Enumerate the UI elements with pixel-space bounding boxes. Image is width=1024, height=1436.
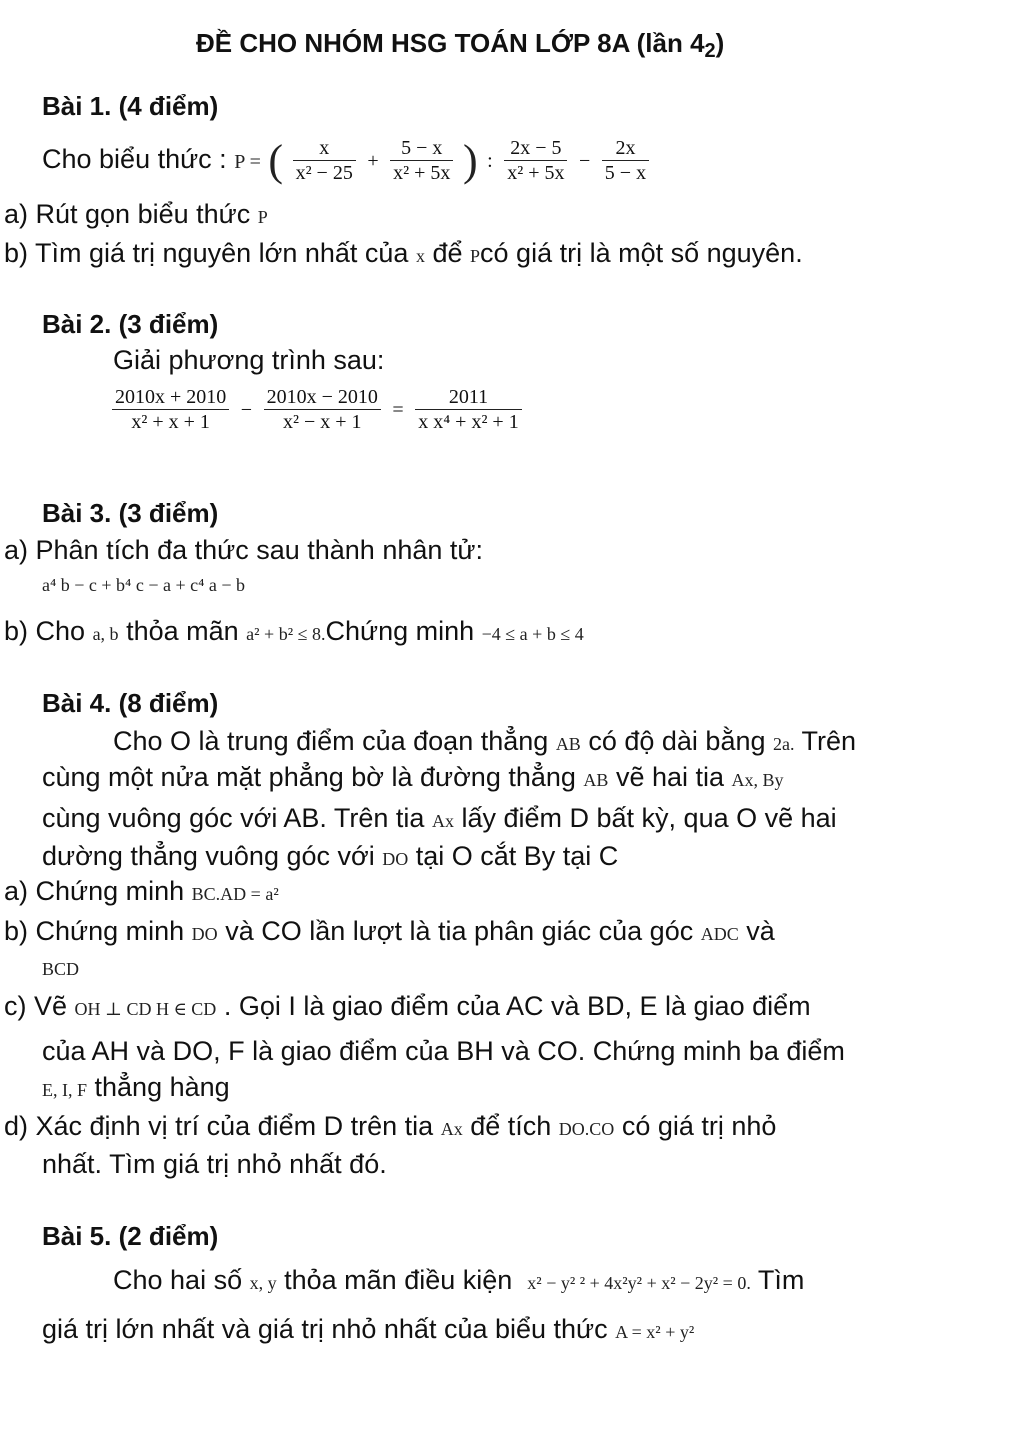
problem-2-heading: Bài 2. (3 điểm): [42, 309, 219, 339]
problem-4-part-b-angle: BCD: [42, 959, 80, 979]
fraction: $\frac{2011}{\text{x x⁴ + x² + 1}}$: [415, 385, 522, 434]
problem-3-heading: Bài 3. (3 điểm): [42, 498, 219, 528]
problem-5-heading: Bài 5. (2 điểm): [42, 1221, 219, 1251]
problem-4-part-c-line-3: E, I, F thẳng hàng: [42, 1072, 230, 1102]
problem-1-part-b: b) Tìm giá trị nguyên lớn nhất của x để Pcó giá trị là một số nguyên.: [4, 238, 803, 268]
fraction: $\frac{2010x + 2010}{\text{x² + x + 1}}$: [112, 385, 229, 434]
problem-3-part-b: b) Cho a, b thỏa mãn a² + b² ≤ 8.Chứng minh −4 ≤ a + b ≤ 4: [4, 616, 584, 646]
problem-1-expression: Cho biểu thức : P = ( $\frac{x}{\text{x² − 25}}$ + $\frac{5 - x}{\text{x² + 5x}}$ ) : $\frac{2x - 5}{\text{x² + 5x}}$ − $\frac{2x}{5 - x}$: [42, 134, 651, 187]
problem-1-heading: Bài 1. (4 điểm): [42, 91, 219, 121]
problem-5-line-1: Cho hai số x, y thỏa mãn điều kiện x² − y² ² + 4x²y² + x² − 2y² = 0. Tìm: [113, 1265, 805, 1295]
problem-2-intro: Giải phương trình sau:: [113, 345, 385, 375]
fraction: $\frac{x}{\text{x² − 25}}$: [293, 136, 356, 185]
problem-4-part-d: d) Xác định vị trí của điểm D trên tia Ax để tích DO.CO có giá trị nhỏ: [4, 1111, 777, 1141]
problem-4-line-3: cùng vuông góc với AB. Trên tia Ax lấy điểm D bất kỳ, qua O vẽ hai: [42, 803, 837, 833]
problem-1-part-a: a) Rút gọn biểu thức P: [4, 199, 268, 229]
problem-3-polynomial: a⁴ b − c + b⁴ c − a + c⁴ a − b: [42, 575, 246, 595]
problem-4-line-2: cùng một nửa mặt phẳng bờ là đường thẳng AB vẽ hai tia Ax, By: [42, 762, 784, 792]
problem-4-part-d-line-2: nhất. Tìm giá trị nhỏ nhất đó.: [42, 1149, 387, 1179]
problem-4-heading: Bài 4. (8 điểm): [42, 688, 219, 718]
problem-3-part-a: a) Phân tích đa thức sau thành nhân tử:: [4, 535, 483, 565]
problem-4-part-b: b) Chứng minh DO và CO lần lượt là tia phân giác của góc ADC và: [4, 916, 775, 946]
problem-4-part-c-line-2: của AH và DO, F là giao điểm của BH và CO. Chứng minh ba điểm: [42, 1036, 845, 1066]
problem-5-line-2: giá trị lớn nhất và giá trị nhỏ nhất của biểu thức A = x² + y²: [42, 1314, 695, 1344]
problem-4-part-a: a) Chứng minh BC.AD = a²: [4, 876, 279, 906]
fraction: $\frac{5 - x}{\text{x² + 5x}}$: [390, 136, 453, 185]
fraction: $\frac{2x - 5}{\text{x² + 5x}}$: [504, 136, 567, 185]
fraction: $\frac{2x}{5 - x}$: [602, 136, 649, 185]
problem-4-line-1: Cho O là trung điểm của đoạn thẳng AB có độ dài bằng 2a. Trên: [113, 726, 857, 756]
problem-4-line-4: dường thẳng vuông góc với DO tại O cắt By tại C: [42, 841, 619, 871]
problem-4-part-c: c) Vẽ OH ⊥ CD H ∈ CD . Gọi I là giao điểm của AC và BD, E là giao điểm: [4, 991, 811, 1021]
page-title: ĐỀ CHO NHÓM HSG TOÁN LỚP 8A (lần 42): [196, 28, 725, 62]
fraction: $\frac{2010x - 2010}{\text{x² − x + 1}}$: [264, 385, 381, 434]
problem-2-equation: $\frac{2010x + 2010}{\text{x² + x + 1}}$ − $\frac{2010x - 2010}{\text{x² − x + 1}}$ = $\frac{2011}{\text{x x⁴ + x² + 1}}$: [110, 380, 524, 438]
